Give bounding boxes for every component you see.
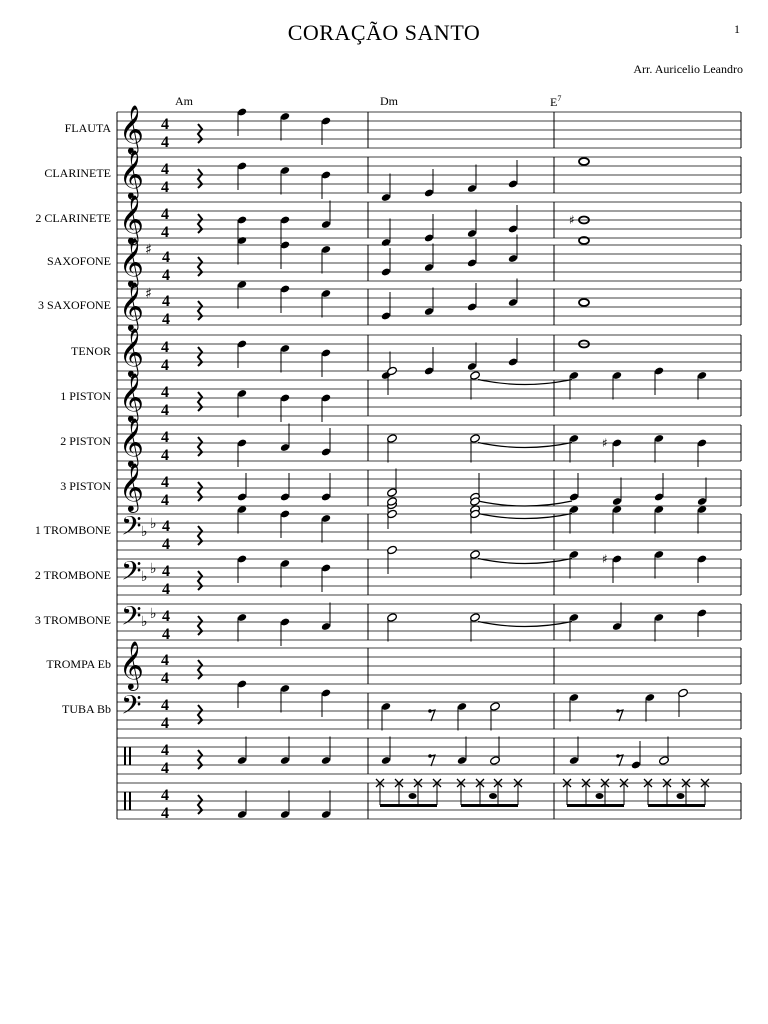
instrument-label: TENOR (71, 344, 111, 358)
note (237, 791, 248, 820)
sharp-sign: ♯ (602, 436, 608, 450)
staff (117, 783, 741, 822)
note (612, 505, 623, 534)
time-signature-denominator: 4 (162, 581, 170, 598)
snare-notehead (409, 793, 417, 799)
treble-clef: 𝄞 (119, 372, 144, 421)
time-signature-denominator: 4 (161, 805, 169, 822)
time-signature-denominator: 4 (161, 134, 169, 151)
note (489, 702, 500, 731)
note (508, 205, 519, 234)
note (569, 550, 580, 579)
note (654, 505, 665, 534)
notehead (579, 299, 589, 306)
time-signature-denominator: 4 (162, 626, 170, 643)
key-flat: ♭ (141, 614, 148, 630)
quarter-rest (198, 705, 202, 724)
note (467, 343, 478, 372)
chord-symbol-dm: Dm (380, 94, 398, 108)
quarter-rest (198, 124, 202, 143)
treble-clef: 𝄞 (119, 327, 144, 376)
note (381, 219, 392, 248)
time-signature-denominator: 4 (162, 536, 170, 553)
note (467, 239, 478, 268)
note (654, 613, 665, 642)
note (381, 352, 392, 381)
quarter-rest (198, 214, 202, 233)
note (237, 554, 248, 583)
note (508, 279, 519, 308)
time-signature-denominator: 4 (161, 670, 169, 687)
note (321, 603, 332, 632)
note (569, 693, 580, 722)
note (381, 174, 392, 203)
note (569, 434, 580, 463)
note (602, 552, 622, 583)
note (579, 158, 589, 165)
note (489, 737, 500, 766)
note (280, 284, 291, 313)
note (508, 338, 519, 367)
key-flat: ♭ (150, 561, 157, 577)
note (457, 702, 468, 731)
note (424, 244, 435, 273)
note (280, 559, 291, 588)
key-flat: ♭ (150, 516, 157, 532)
note (237, 613, 248, 642)
note (321, 245, 332, 274)
note (321, 737, 332, 766)
note (697, 371, 708, 400)
bass-clef: 𝄢 (121, 689, 142, 727)
staff (117, 640, 741, 691)
bass-clef: 𝄢 (121, 600, 142, 638)
note (424, 169, 435, 198)
note (321, 170, 332, 199)
staff (117, 600, 741, 643)
time-signature-numerator: 4 (161, 206, 169, 223)
quarter-rest (198, 169, 202, 188)
key-sharp: ♯ (145, 286, 152, 302)
note (237, 737, 248, 766)
note (237, 438, 248, 467)
note (658, 737, 669, 766)
note (654, 473, 665, 502)
note (321, 348, 332, 377)
time-signature-numerator: 4 (162, 249, 170, 266)
time-signature-numerator: 4 (161, 161, 169, 178)
percussion-clef (124, 747, 126, 765)
note (697, 608, 708, 637)
note (508, 235, 519, 264)
staff (117, 462, 741, 513)
staff (117, 372, 741, 423)
note (237, 679, 248, 708)
treble-clef: 𝄞 (119, 640, 144, 689)
instrument-label: TROMPA Eb (46, 657, 111, 671)
note (321, 201, 332, 230)
quarter-rest (198, 795, 202, 814)
note (237, 107, 248, 136)
note (280, 791, 291, 820)
instrument-label: 2 CLARINETE (35, 211, 111, 225)
staff (117, 555, 741, 598)
note (386, 613, 397, 642)
note (280, 424, 291, 453)
time-signature-numerator: 4 (161, 697, 169, 714)
note (424, 288, 435, 317)
time-signature-numerator: 4 (161, 742, 169, 759)
staff (117, 510, 741, 553)
note (237, 161, 248, 190)
note (612, 478, 623, 507)
note (386, 469, 397, 498)
note (602, 436, 622, 467)
note (469, 505, 480, 534)
note (237, 505, 248, 534)
time-signature-denominator: 4 (161, 224, 169, 241)
quarter-rest (198, 347, 202, 366)
key-flat: ♭ (141, 569, 148, 585)
note (569, 613, 580, 642)
note (280, 344, 291, 373)
note (424, 347, 435, 376)
bass-clef: 𝄢 (121, 510, 142, 548)
quarter-rest (198, 482, 202, 501)
beam (380, 804, 437, 807)
note (457, 737, 468, 766)
note (321, 563, 332, 592)
quarter-rest (198, 257, 202, 276)
note (321, 473, 332, 502)
arranger-credit: Arr. Auricelio Leandro (633, 62, 743, 76)
time-signature-denominator: 4 (161, 492, 169, 509)
staff (117, 738, 741, 777)
quarter-rest (198, 660, 202, 679)
note (280, 737, 291, 766)
time-signature-numerator: 4 (161, 787, 169, 804)
note (612, 603, 623, 632)
note (321, 393, 332, 422)
time-signature-numerator: 4 (162, 518, 170, 535)
instrument-label: FLAUTA (64, 121, 111, 135)
note (280, 112, 291, 141)
note (467, 283, 478, 312)
instrument-label: CLARINETE (44, 166, 111, 180)
instrument-label: 3 TROMBONE (34, 613, 111, 627)
time-signature-denominator: 4 (161, 402, 169, 419)
note (508, 160, 519, 189)
time-signature-numerator: 4 (161, 384, 169, 401)
note (612, 371, 623, 400)
treble-clef: 𝄞 (119, 194, 144, 243)
note (677, 688, 688, 717)
quarter-rest (198, 571, 202, 590)
key-sharp: ♯ (145, 242, 152, 258)
note (237, 236, 248, 265)
note (469, 434, 480, 463)
snare-notehead (596, 793, 604, 799)
note (386, 434, 397, 463)
time-signature-numerator: 4 (161, 116, 169, 133)
note (569, 371, 580, 400)
beam (567, 804, 624, 807)
instrument-label: 3 SAXOFONE (37, 298, 111, 312)
note (237, 280, 248, 309)
instrument-label: 1 PISTON (60, 389, 111, 403)
note (237, 339, 248, 368)
note (386, 366, 397, 395)
note (654, 366, 665, 395)
note (280, 393, 291, 422)
note (631, 741, 642, 770)
note (381, 292, 392, 321)
quarter-rest (198, 526, 202, 545)
time-signature-denominator: 4 (162, 267, 170, 284)
time-signature-numerator: 4 (161, 652, 169, 669)
note (280, 684, 291, 713)
staff (117, 104, 741, 155)
time-signature-denominator: 4 (161, 179, 169, 196)
quarter-rest (198, 301, 202, 320)
time-signature-numerator: 4 (162, 293, 170, 310)
staff (117, 281, 741, 332)
note (237, 389, 248, 418)
snare-notehead (489, 793, 497, 799)
time-signature-denominator: 4 (161, 715, 169, 732)
chord-symbol-e7: $E^7$ (550, 94, 562, 109)
note (569, 505, 580, 534)
note (697, 478, 708, 507)
time-signature-denominator: 4 (161, 447, 169, 464)
note (654, 550, 665, 579)
chord-symbol-am: Am (175, 94, 193, 108)
note (280, 473, 291, 502)
note (237, 473, 248, 502)
treble-clef: 𝄞 (119, 417, 144, 466)
sharp-sign: ♯ (602, 552, 608, 566)
notehead (579, 158, 589, 165)
key-flat: ♭ (141, 524, 148, 540)
percussion-clef (124, 792, 126, 810)
treble-clef: 𝄞 (119, 104, 144, 153)
percussion-clef (129, 792, 131, 810)
note (424, 214, 435, 243)
note (469, 371, 480, 400)
beam (461, 804, 518, 807)
note (569, 737, 580, 766)
quarter-rest (198, 616, 202, 635)
note (645, 693, 656, 722)
quarter-rest (198, 750, 202, 769)
note (321, 514, 332, 543)
note (280, 509, 291, 538)
note (280, 617, 291, 646)
instrument-label: TUBA Bb (61, 702, 111, 716)
treble-clef: 𝄞 (119, 237, 144, 286)
note (469, 613, 480, 642)
note (467, 210, 478, 239)
note (321, 688, 332, 717)
quarter-rest (198, 392, 202, 411)
time-signature-numerator: 4 (162, 563, 170, 580)
note (654, 434, 665, 463)
tie (478, 501, 572, 506)
instrument-label: 2 PISTON (60, 434, 111, 448)
staff (117, 237, 741, 288)
note (467, 165, 478, 194)
time-signature-numerator: 4 (161, 429, 169, 446)
time-signature-denominator: 4 (161, 357, 169, 374)
note (697, 438, 708, 467)
time-signature-numerator: 4 (162, 608, 170, 625)
beam (648, 804, 705, 807)
treble-clef: 𝄞 (119, 149, 144, 198)
note (280, 166, 291, 195)
note (381, 737, 392, 766)
note (321, 289, 332, 318)
score-title: CORAÇÃO SANTO (287, 20, 481, 45)
time-signature-denominator: 4 (162, 311, 170, 328)
bass-clef: 𝄢 (121, 555, 142, 593)
sharp-sign: ♯ (569, 213, 575, 227)
time-signature-numerator: 4 (161, 339, 169, 356)
note (569, 473, 580, 502)
treble-clef: 𝄞 (119, 462, 144, 511)
note (386, 545, 397, 574)
note (697, 505, 708, 534)
instrument-label: SAXOFONE (46, 254, 111, 268)
note (381, 248, 392, 277)
note (321, 791, 332, 820)
note (321, 116, 332, 145)
key-flat: ♭ (150, 606, 157, 622)
page-number: 1 (734, 22, 740, 36)
note (697, 554, 708, 583)
quarter-rest (198, 437, 202, 456)
staff (117, 417, 741, 468)
time-signature-denominator: 4 (161, 760, 169, 777)
note (280, 215, 291, 244)
snare-notehead (677, 793, 685, 799)
treble-clef: 𝄞 (119, 281, 144, 330)
note (321, 428, 332, 457)
instrument-label: 3 PISTON (60, 479, 111, 493)
note (280, 240, 291, 269)
note (469, 550, 480, 579)
note (579, 299, 589, 306)
percussion-clef (129, 747, 131, 765)
time-signature-numerator: 4 (161, 474, 169, 491)
note (381, 702, 392, 731)
instrument-label: 2 TROMBONE (34, 568, 111, 582)
instrument-label: 1 TROMBONE (34, 523, 111, 537)
